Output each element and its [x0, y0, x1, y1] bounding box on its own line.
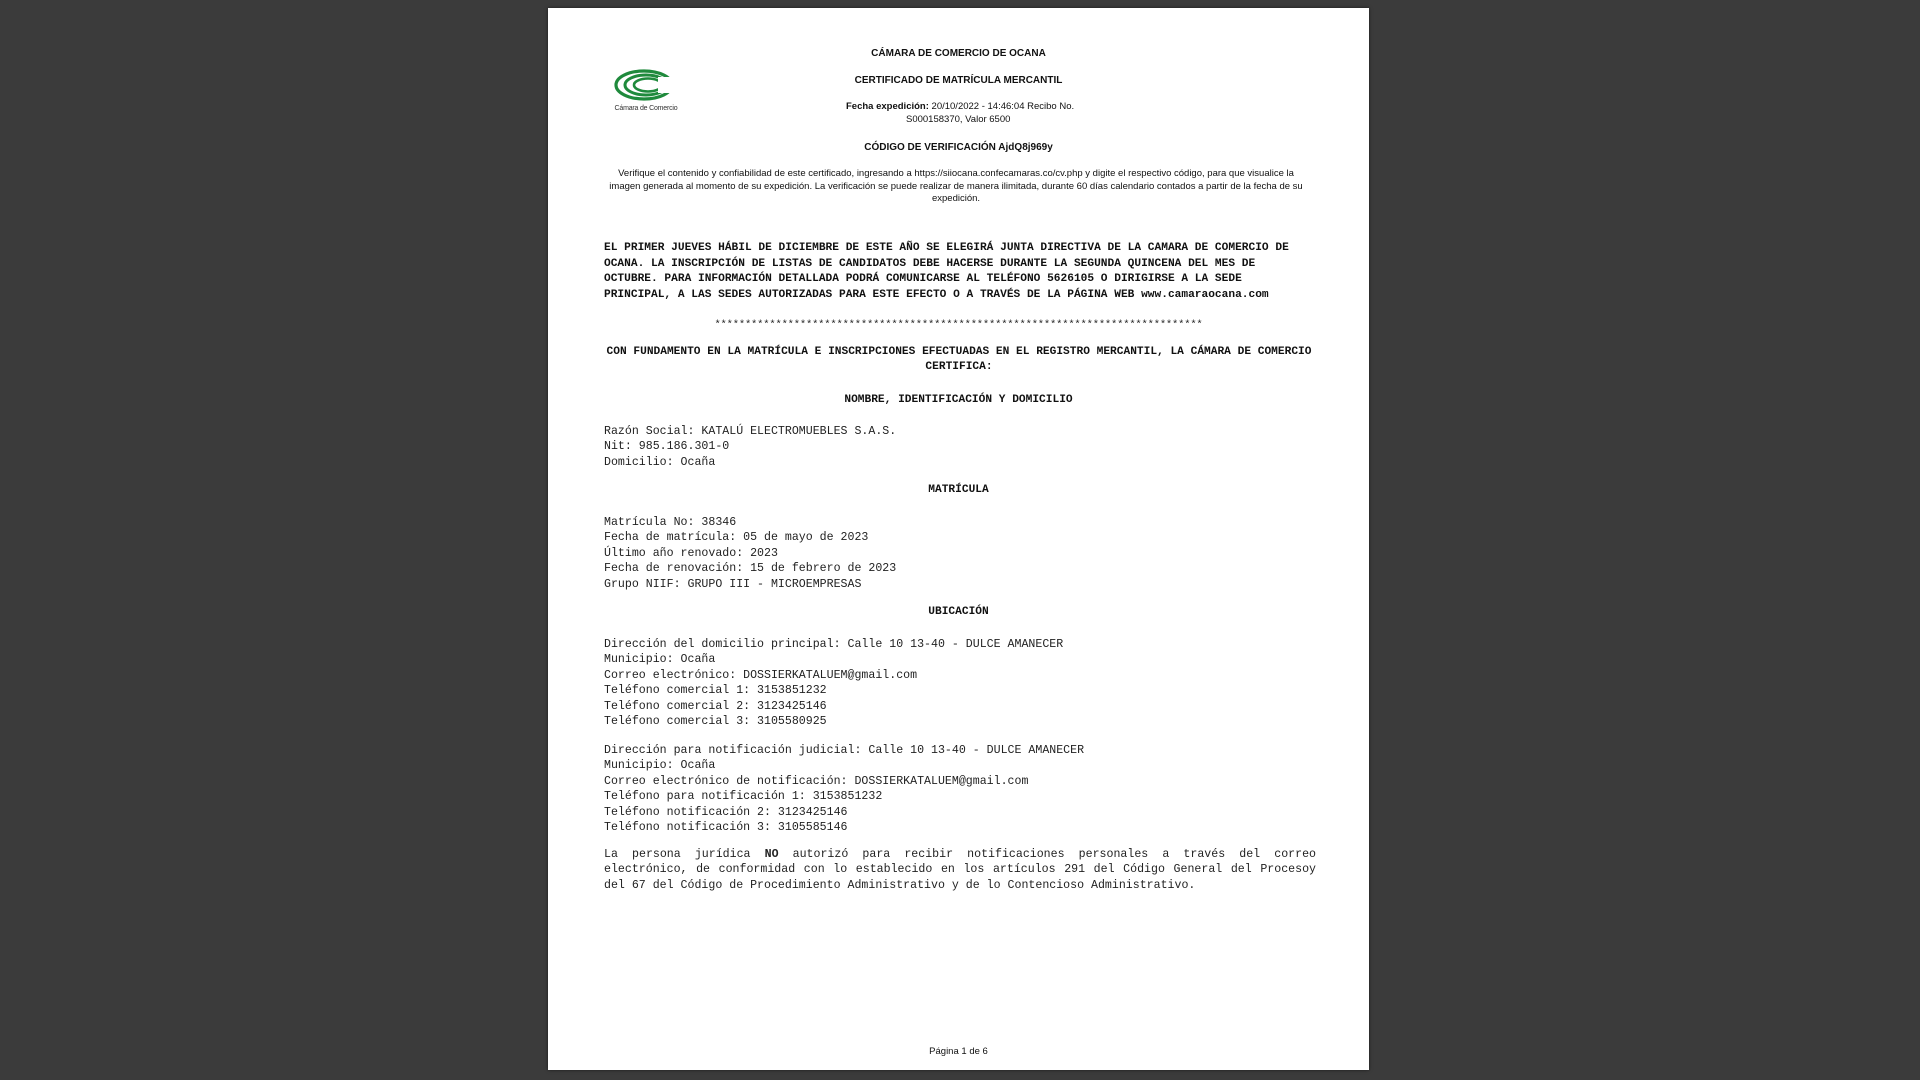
ubicacion-line: Teléfono comercial 3: 3105580925 — [604, 715, 827, 729]
ubicacion-notificacion-block — [604, 743, 1324, 835]
page-number: Página 1 de 6 — [929, 1046, 988, 1057]
matricula-line: Matrícula No: 38346 — [604, 516, 737, 529]
receipt-label: Recibo No. — [1027, 101, 1075, 112]
logo-caption: Cámara de Comercio — [614, 105, 678, 112]
section-title-matricula: MATRÍCULA — [928, 484, 989, 496]
identificacion-block — [604, 424, 1324, 470]
verification-instructions: Verifique el contenido y confiabilidad de este certificado, ingresando a https://siiocana.confecamaras.co/cv.php y digite el respectivo código, para que visualice la imagen generada al momento de su expedición. La verificación se puede realizar de manera ilimitada, durante 60 días calendario contados a partir de la fecha de su expedición. — [609, 168, 1303, 204]
matricula-line: Fecha de renovación: 15 de febrero de 2023 — [604, 562, 897, 576]
closing-emphasis: NO — [764, 848, 779, 861]
verification-code: CÓDIGO DE VERIFICACIÓN AjdQ8j969y — [864, 142, 1053, 153]
expedition-date: 20/10/2022 - 14:46:04 — [931, 101, 1025, 112]
document-page — [548, 8, 1369, 1070]
notificacion-line: Correo electrónico de notificación: DOSSIERKATALUEM@gmail.com — [604, 774, 1029, 788]
notification-authorization-paragraph — [604, 847, 1316, 893]
matricula-line: Grupo NIIF: GRUPO III - MICROEMPRESAS — [604, 577, 862, 591]
ubicacion-line: Correo electrónico: DOSSIERKATALUEM@gmail.com — [604, 668, 918, 682]
ubicacion-line: Teléfono comercial 1: 3153851232 — [604, 684, 827, 698]
notificacion-line: Dirección para notificación judicial: Calle 10 13-40 - DULCE AMANECER — [604, 744, 1085, 757]
closing-text-start: La persona jurídica — [604, 848, 765, 861]
identificacion-line: Razón Social: KATALÚ ELECTROMUEBLES S.A.S. — [604, 425, 897, 438]
chamber-logo-icon — [606, 68, 686, 106]
ubicacion-line: Municipio: Ocaña — [604, 653, 716, 667]
election-notice: EL PRIMER JUEVES HÁBIL DE DICIEMBRE DE ESTE AÑO SE ELEGIRÁ JUNTA DIRECTIVA DE LA CAMARA DE COMERCIO DE OCANA. LA INSCRIPCIÓN DE LISTAS DE CANDIDATOS DEBE HACERSE DURANTE LA SEGUNDA QUINCENA DEL MES DE OCTUBRE. PARA INFORMACIÓN DETALLADA PODRÁ COMUNICARSE AL TELÉFONO 5626105 O DIRIGIRSE A LA SEDE PRINCIPAL, A LAS SEDES AUTORIZADAS PARA ESTE EFECTO O A TRAVÉS DE LA PÁGINA WEB www.camaraocana.com — [604, 242, 1289, 301]
separator-stars: ******************************************************************************** — [714, 319, 1203, 331]
expedition-label: Fecha expedición: — [846, 101, 929, 112]
expedition-info — [846, 100, 1106, 126]
identificacion-line: Nit: 985.186.301-0 — [604, 440, 730, 454]
closing-text-end: autorizó para recibir notificaciones personales a través del correo electrónico, de conformidad con lo establecido en los artículos 291 del Código General del Procesoy del 67 del Código de Procedimiento Administrativo y de lo Contencioso Administrativo. — [604, 848, 1316, 892]
notificacion-line: Teléfono para notificación 1: 3153851232 — [604, 790, 883, 804]
chamber-name: CÁMARA DE COMERCIO DE OCANA — [871, 48, 1046, 59]
certificate-title: CERTIFICADO DE MATRÍCULA MERCANTIL — [854, 75, 1063, 86]
notificacion-line: Teléfono notificación 3: 3105585146 — [604, 821, 848, 835]
notificacion-line: Municipio: Ocaña — [604, 759, 716, 773]
certification-statement: CON FUNDAMENTO EN LA MATRÍCULA E INSCRIPCIONES EFECTUADAS EN EL REGISTRO MERCANTIL, LA CÁMARA DE COMERCIO CERTIFICA: — [606, 346, 1312, 374]
notificacion-line: Teléfono notificación 2: 3123425146 — [604, 805, 848, 819]
ubicacion-principal-block — [604, 637, 1324, 729]
section-title-identificacion: NOMBRE, IDENTIFICACIÓN Y DOMICILIO — [844, 394, 1073, 406]
section-title-ubicacion: UBICACIÓN — [928, 606, 989, 618]
matricula-block — [604, 515, 1324, 592]
ubicacion-line: Teléfono comercial 2: 3123425146 — [604, 699, 827, 713]
matricula-line: Último año renovado: 2023 — [604, 546, 778, 560]
matricula-line: Fecha de matrícula: 05 de mayo de 2023 — [604, 531, 869, 545]
receipt-value: S000158370, Valor 6500 — [906, 114, 1011, 125]
identificacion-line: Domicilio: Ocaña — [604, 455, 716, 469]
ubicacion-line: Dirección del domicilio principal: Calle 10 13-40 - DULCE AMANECER — [604, 638, 1064, 651]
